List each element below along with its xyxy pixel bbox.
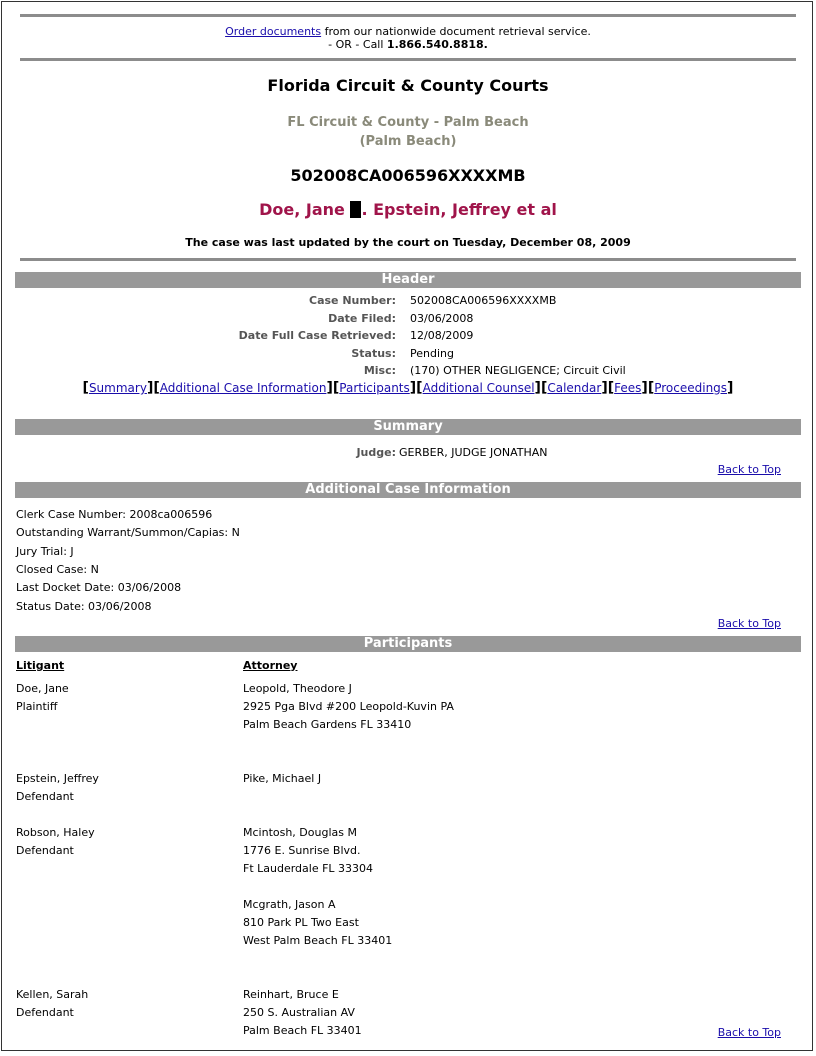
header-field-value: Pending: [410, 346, 454, 360]
judge-label: Judge:: [356, 446, 396, 459]
additional-info-line: Closed Case: N: [16, 562, 99, 576]
litigant-name: Doe, Jane: [16, 682, 69, 695]
bracket: [: [540, 380, 548, 396]
bracket: ]: [146, 380, 154, 396]
header-field-label: Case Number:: [309, 294, 396, 307]
bracket: [: [607, 380, 615, 396]
additional-info-line: Status Date: 03/06/2008: [16, 599, 152, 613]
header-field-value: 12/08/2009: [410, 329, 474, 342]
section-participants-bar: Participants: [15, 636, 801, 652]
order-banner: [0, 25, 816, 51]
attorney-address-line: West Palm Beach FL 33401: [243, 934, 393, 947]
attorney-header: Attorney: [243, 659, 298, 672]
additional-info-line: Last Docket Date: 03/06/2008: [16, 581, 182, 595]
attorney-address-line: Ft Lauderdale FL 33304: [243, 862, 374, 875]
bracket: [: [416, 380, 423, 396]
bracket: ]: [409, 380, 417, 396]
section-summary-bar: Summary: [15, 419, 801, 435]
or-call-text: - OR - Call: [328, 38, 387, 51]
case-number-title: 502008CA006596XXXXMB: [290, 166, 526, 185]
court-name-line: FL Circuit & County - Palm Beach: [287, 115, 529, 130]
attorney-name: Mcintosh, Douglas M: [243, 826, 357, 839]
attorney-address-line: 250 S. Australian AV: [243, 1006, 355, 1019]
nav-link-calendar[interactable]: Calendar: [547, 381, 602, 395]
attorney-name: Leopold, Theodore J: [243, 682, 352, 695]
last-updated-text: The case was last updated by the court on Tuesday, December 08, 2009: [185, 236, 631, 249]
back-to-top-link[interactable]: Back to Top: [717, 1026, 781, 1039]
divider: [20, 14, 796, 17]
section-nav: [0, 380, 816, 396]
bracket: ]: [641, 380, 648, 396]
bracket: [: [332, 380, 340, 396]
court-name: [0, 113, 816, 151]
additional-info-line: Outstanding Warrant/Summon/Capias: N: [16, 526, 240, 540]
litigant-name: Kellen, Sarah: [16, 988, 89, 1001]
section-additional-bar: Additional Case Information: [15, 482, 801, 498]
litigant-name: Epstein, Jeffrey: [16, 772, 99, 785]
header-field-value: 03/06/2008: [410, 311, 474, 325]
attorney-name: Mcgrath, Jason A: [243, 898, 336, 911]
phone-number: 1.866.540.8818.: [386, 38, 488, 51]
attorney-address-line: 2925 Pga Blvd #200 Leopold-Kuvin PA: [243, 700, 454, 713]
parties-left: Doe, Jane: [259, 200, 351, 219]
litigant-name: Robson, Haley: [16, 826, 95, 839]
attorney-address-line: Palm Beach Gardens FL 33410: [243, 718, 412, 731]
nav-link-participants[interactable]: Participants: [339, 381, 410, 395]
litigant-role: Plaintiff: [16, 700, 58, 713]
bracket: ]: [534, 380, 541, 396]
nav-link-summary[interactable]: Summary: [88, 381, 147, 395]
attorney-address-line: 810 Park PL Two East: [243, 916, 359, 929]
case-parties-title: [0, 200, 816, 219]
divider: [20, 258, 796, 261]
nav-link-additional-case-information[interactable]: Additional Case Information: [159, 381, 327, 395]
judge-value: GERBER, JUDGE JONATHAN: [399, 446, 548, 459]
additional-info-line: Jury Trial: J: [16, 544, 74, 558]
order-documents-link[interactable]: Order documents: [225, 25, 322, 38]
parties-right: . Epstein, Jeffrey et al: [361, 200, 557, 219]
litigant-role: Defendant: [16, 790, 74, 803]
back-to-top-link[interactable]: Back to Top: [717, 617, 781, 630]
header-field-value: (170) OTHER NEGLIGENCE; Circuit Civil: [410, 364, 626, 377]
header-field-label: Status:: [351, 346, 396, 360]
redaction-block: [350, 201, 361, 218]
header-field-value: 502008CA006596XXXXMB: [410, 294, 557, 307]
litigant-header: Litigant: [16, 659, 65, 672]
section-header-bar: Header: [15, 272, 801, 288]
bracket: [: [82, 380, 89, 396]
litigant-role: Defendant: [16, 1006, 74, 1019]
litigant-role: Defendant: [16, 844, 74, 857]
court-title: Florida Circuit & County Courts: [267, 76, 549, 95]
back-to-top-link[interactable]: Back to Top: [717, 463, 781, 476]
attorney-name: Reinhart, Bruce E: [243, 988, 339, 1001]
bracket: ]: [326, 380, 333, 396]
bracket: [: [647, 380, 655, 396]
order-banner-text: from our nationwide document retrieval service.: [321, 25, 591, 38]
nav-link-additional-counsel[interactable]: Additional Counsel: [422, 381, 535, 395]
court-sub-line: (Palm Beach): [359, 134, 457, 149]
attorney-name: Pike, Michael J: [243, 772, 322, 785]
divider: [20, 58, 796, 61]
header-field-label: Date Full Case Retrieved:: [238, 329, 396, 342]
bracket: ]: [601, 380, 608, 396]
nav-link-proceedings[interactable]: Proceedings: [654, 381, 728, 395]
attorney-address-line: 1776 E. Sunrise Blvd.: [243, 844, 361, 857]
header-field-label: Misc:: [363, 364, 396, 377]
bracket: [: [153, 380, 160, 396]
bracket: ]: [727, 380, 734, 396]
additional-info-line: Clerk Case Number: 2008ca006596: [16, 508, 213, 521]
nav-link-fees[interactable]: Fees: [614, 381, 642, 395]
header-field-label: Date Filed:: [328, 311, 396, 325]
attorney-address-line: Palm Beach FL 33401: [243, 1024, 362, 1037]
